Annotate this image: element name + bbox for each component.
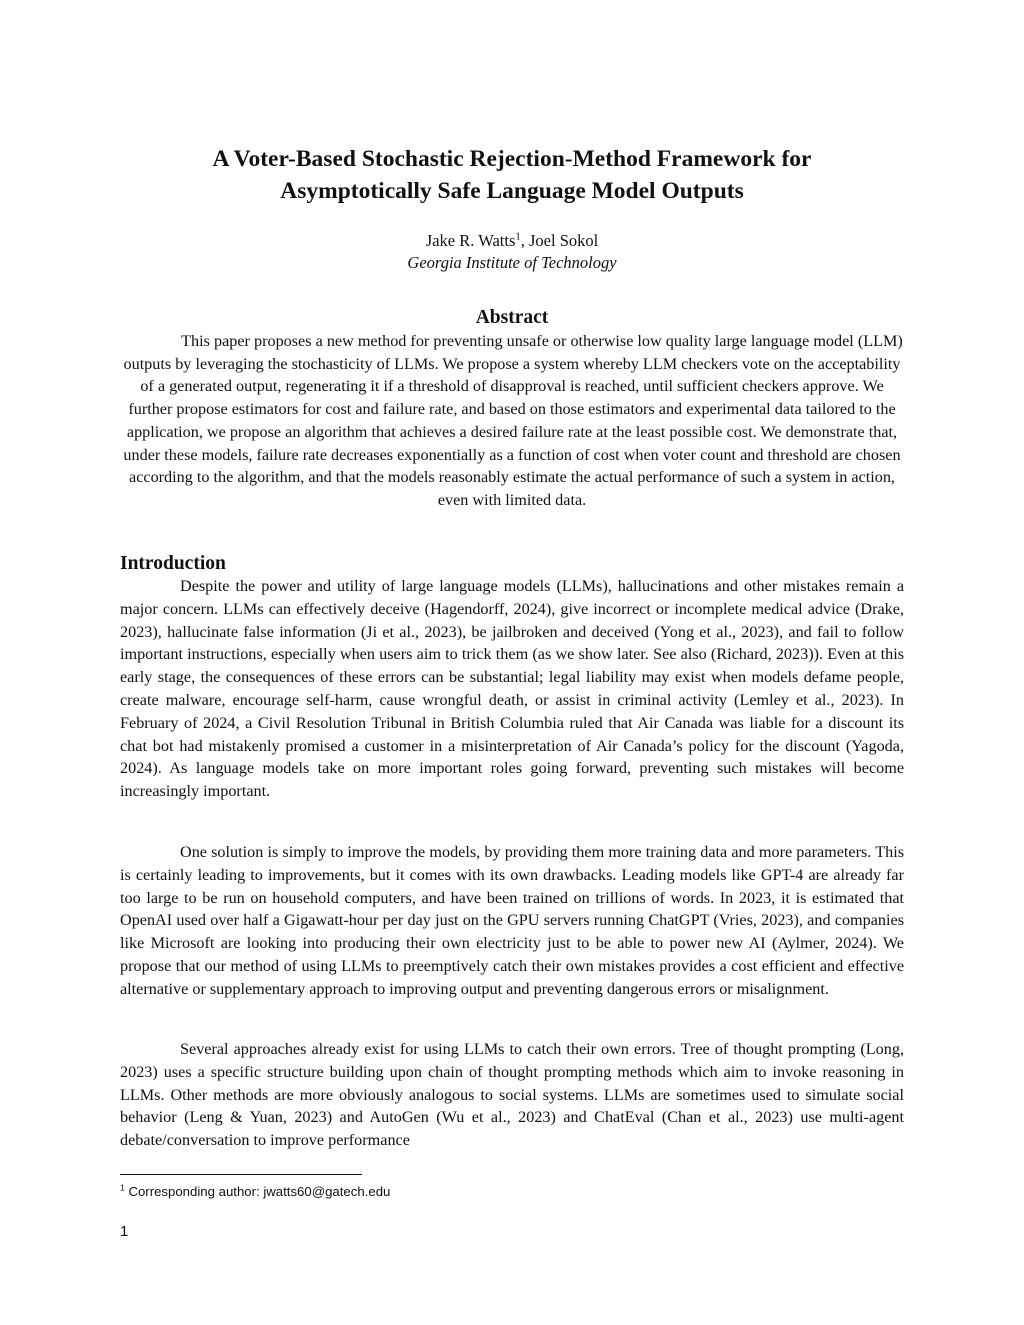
intro-paragraph-2: One solution is simply to improve the models, by providing them more training data and more parameters. This is certainly leading to improvements, but it comes with its own drawbacks. Leading models like GPT-4 are already far too large to be run on household computers, and have been trained on trillions of words. In 2023, it is estimated that OpenAI used over half a Gigawatt-hour per day just on the GPU servers running ChatGPT (Vries, 2023), and companies like Microsoft are looking into producing their own electricity just to be able to power new AI (Aylmer, 2024). We propose that our method of using LLMs to preemptively catch their own mistakes provides a cost efficient and effective alternative or supplementary approach to improving output and preventing dangerous errors or misalignment. — [120, 843, 904, 998]
intro-paragraph-3: Several approaches already exist for using LLMs to catch their own errors. Tree of thought prompting (Long, 2023) uses a specific structure building upon chain of thought prompting methods which aim to invoke reasoning in LLMs. Other methods are more obviously analogous to social systems. LLMs are sometimes used to simulate social behavior (Leng & Yuan, 2023) and AutoGen (Wu et al., 2023) and ChatEval (Chan et al., 2023) use multi-agent debate/conversation to improve performance — [120, 1040, 904, 1150]
footnote-marker: 1 — [120, 1182, 125, 1193]
affiliation: Georgia Institute of Technology — [407, 253, 617, 272]
footnote-text: Corresponding author: jwatts60@gatech.edu — [124, 1184, 391, 1199]
title-line-2: Asymptotically Safe Language Model Outputs — [280, 178, 744, 204]
author-line — [120, 229, 904, 252]
introduction-heading: Introduction — [120, 553, 226, 574]
author-separator: , — [520, 231, 529, 250]
footnote — [120, 1183, 390, 1201]
author-1: Jake R. Watts — [425, 231, 516, 250]
footnote-rule — [120, 1174, 362, 1175]
intro-paragraph-1: Despite the power and utility of large language models (LLMs), hallucinations and other mistakes remain a major concern. LLMs can effectively deceive (Hagendorff, 2024), give incorrect or incomplete medical advice (Drake, 2023), hallucinate false information (Ji et al., 2023), be jailbroken and deceived (Yong et al., 2023), and fail to follow important instructions, especially when users aim to trick them (as we show later. See also (Richard, 2023)). Even at this early stage, the consequences of these errors can be substantial; legal liability may exist when models defame people, create malware, encourage self-harm, cause wrongful death, or assist in criminal activity (Lemley et al., 2023). In February of 2024, a Civil Resolution Tribunal in British Columbia ruled that Air Canada was liable for a discount its chat bot had mistakenly promised a customer in a misinterpretation of Air Canada’s policy for the discount (Yagoda, 2024). As language models take on more important roles going forward, preventing such mistakes will become increasingly important. — [120, 577, 904, 801]
title-line-1: A Voter-Based Stochastic Rejection-Method Framework for — [212, 146, 812, 172]
abstract-heading: Abstract — [475, 307, 549, 328]
paper-title — [120, 143, 904, 207]
author-1-footnote-marker: 1 — [515, 230, 521, 243]
abstract-text: This paper proposes a new method for preventing unsafe or otherwise low quality large language model (LLM) outputs by leveraging the stochasticity of LLMs. We propose a system whereby LLM checkers vote on the acceptability of a generated output, regenerating it if a threshold of disapproval is reached, until sufficient checkers approve. We further propose estimators for cost and failure rate, and based on those estimators and experimental data tailored to the application, we propose an algorithm that achieves a desired failure rate at the least possible cost. We demonstrate that, under these models, failure rate decreases exponentially as a function of cost when voter count and threshold are chosen according to the algorithm, and that the models reasonably estimate the actual performance of such a system in action, even with limited data. — [123, 332, 903, 509]
page-number: 1 — [120, 1223, 129, 1240]
author-2: Joel Sokol — [528, 231, 599, 250]
abstract-body — [120, 330, 904, 512]
